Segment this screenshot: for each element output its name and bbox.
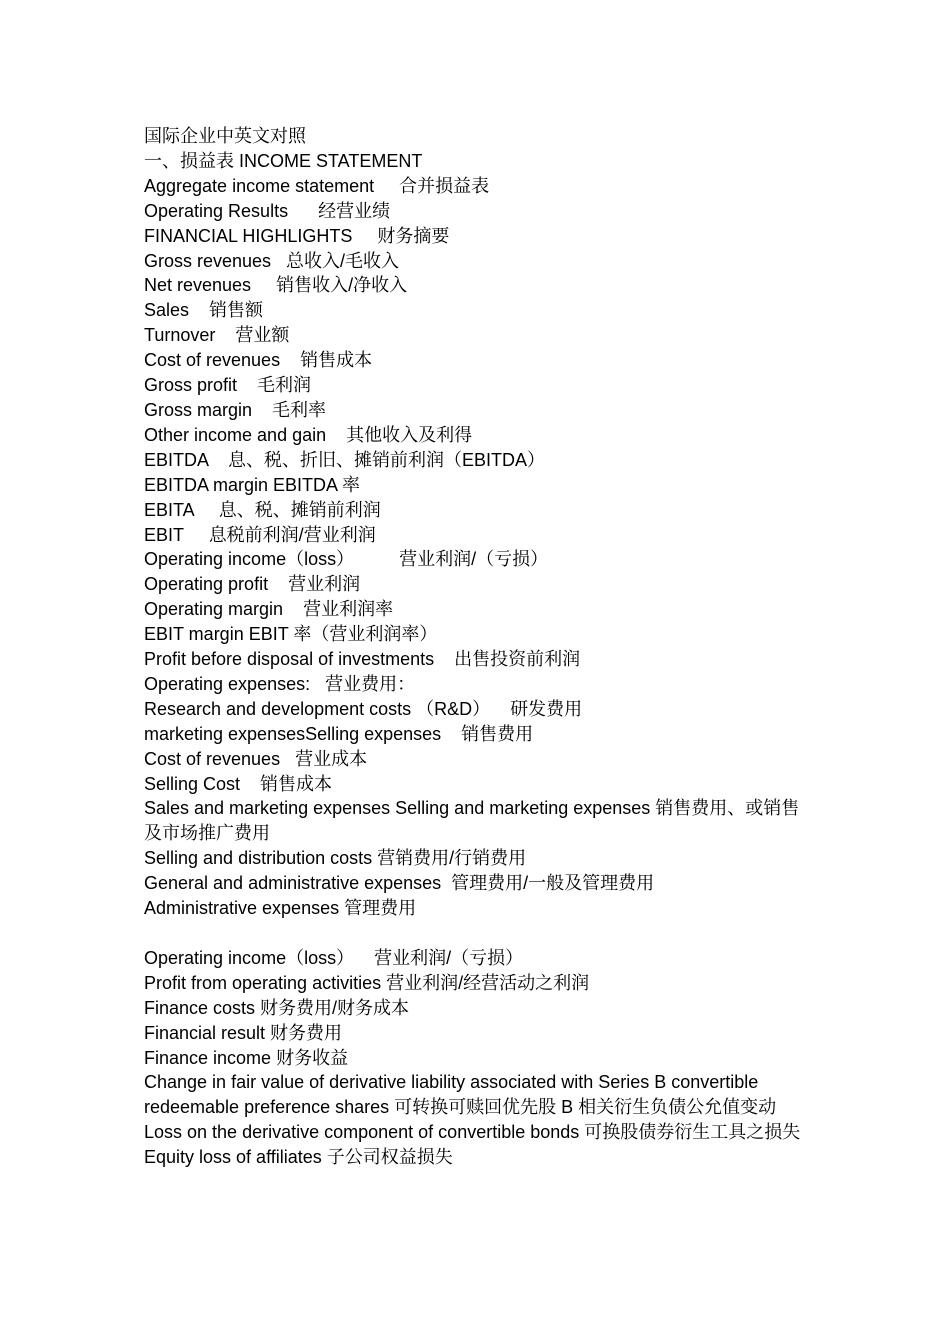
text-line: Gross margin 毛利率 — [144, 399, 327, 420]
text-line: Operating expenses: 营业费用： — [144, 673, 416, 694]
text-line: Cost of revenues 营业成本 — [144, 748, 368, 769]
text-line: FINANCIAL HIGHLIGHTS 财务摘要 — [144, 225, 450, 246]
section-heading: 一、损益表 INCOME STATEMENT — [144, 150, 423, 171]
text-line: General and administrative expenses 管理费用/一般及管理费用 — [144, 873, 655, 894]
text-line: Operating margin 营业利润率 — [144, 599, 394, 620]
text-line: Selling and distribution costs 营销费用/行销费用 — [144, 848, 527, 869]
blank-line — [144, 921, 814, 946]
text-line: Administrative expenses 管理费用 — [144, 898, 417, 919]
text-line: Research and development costs （R&D） 研发费用 — [144, 698, 583, 719]
text-line: Selling Cost 销售成本 — [144, 773, 333, 794]
text-line: Gross revenues 总收入/毛收入 — [144, 250, 400, 271]
text-line: Other income and gain 其他收入及利得 — [144, 424, 473, 445]
text-line: Operating income（loss） 营业利润/（亏损） — [144, 549, 549, 570]
text-line: EBIT 息税前利润/营业利润 — [144, 524, 376, 545]
text-line: EBITA 息、税、摊销前利润 — [144, 499, 381, 520]
text-line: Profit before disposal of investments 出售投资前利润 — [144, 649, 581, 670]
text-line: Net revenues 销售收入/净收入 — [144, 275, 408, 296]
text-line: Financial result 财务费用 — [144, 1022, 343, 1043]
text-line: Profit from operating activities 营业利润/经营活动之利润 — [144, 972, 590, 993]
text-line: Operating profit 营业利润 — [144, 574, 361, 595]
text-line: Equity loss of affiliates 子公司权益损失 — [144, 1147, 453, 1168]
text-line: marketing expensesSelling expenses 销售费用 — [144, 723, 534, 744]
text-line: Change in fair value of derivative liability associated with Series B convertible redeemable preference shares 可转换可赎回优先股 B 相关衍生负债公允值变动 — [144, 1072, 777, 1118]
text-line: EBITDA margin EBITDA 率 — [144, 474, 361, 495]
text-line: Aggregate income statement 合并损益表 — [144, 175, 490, 196]
text-line: Loss on the derivative component of convertible bonds 可换股债券衍生工具之损失 — [144, 1122, 801, 1143]
text-line: EBITDA 息、税、折旧、摊销前利润（EBITDA） — [144, 449, 546, 470]
text-line: EBIT margin EBIT 率（营业利润率） — [144, 624, 438, 645]
document-page — [144, 124, 814, 1170]
text-line: Gross profit 毛利润 — [144, 375, 312, 396]
text-line: Sales and marketing expenses Selling and marketing expenses 销售费用、或销售及市场推广费用 — [144, 798, 800, 844]
document-title: 国际企业中英文对照 — [144, 126, 306, 146]
text-line: Finance income 财务收益 — [144, 1047, 349, 1068]
text-line: Operating income（loss） 营业利润/（亏损） — [144, 947, 524, 968]
text-line: Turnover 营业额 — [144, 325, 290, 346]
text-line: Operating Results 经营业绩 — [144, 200, 391, 221]
text-line: Finance costs 财务费用/财务成本 — [144, 997, 410, 1018]
text-line: Sales 销售额 — [144, 300, 264, 321]
text-line: Cost of revenues 销售成本 — [144, 350, 373, 371]
